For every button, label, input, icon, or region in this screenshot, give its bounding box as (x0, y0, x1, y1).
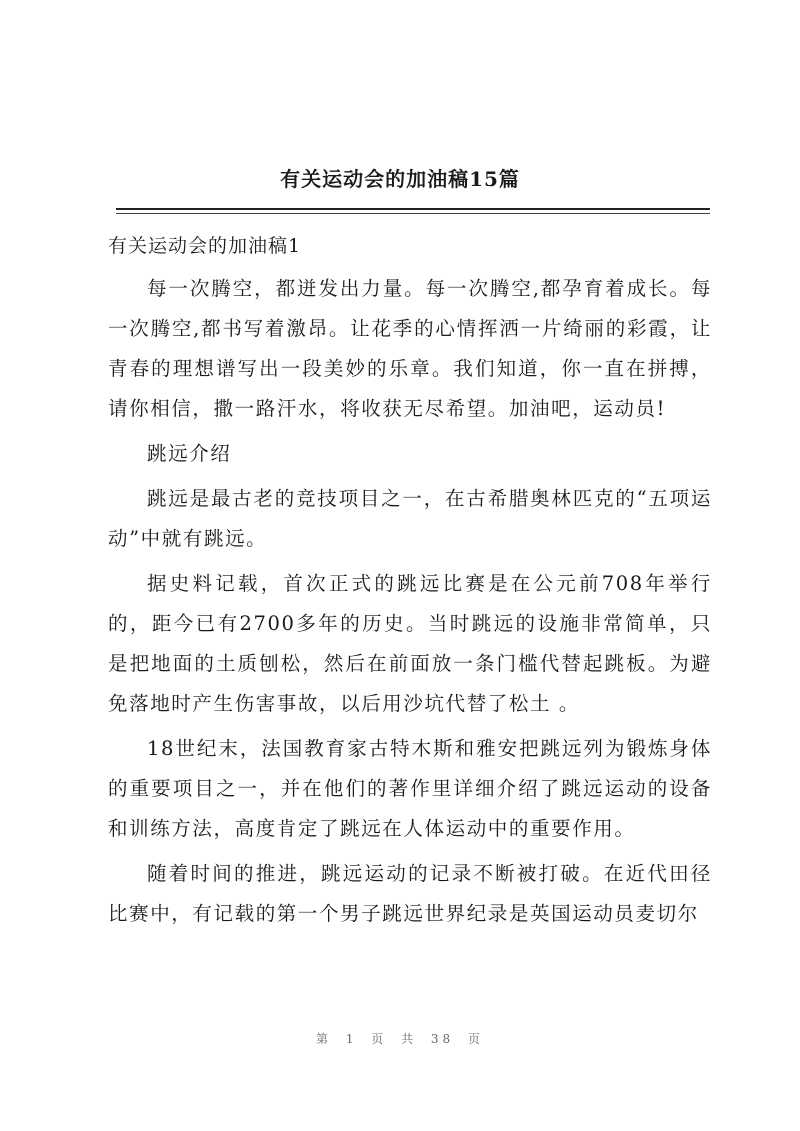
paragraph: 随着时间的推进，跳远运动的记录不断被打破。在近代田径比赛中，有记载的第一个男子跳远世界纪录是英国运动员麦切尔 (108, 862, 712, 925)
title-divider (116, 208, 710, 210)
section-heading: 有关运动会的加油稿1 (108, 235, 302, 257)
paragraph: 18世纪末，法国教育家古特木斯和雅安把跳远列为锻炼身体的重要项目之一，并在他们的著作里详细介绍了跳远运动的设备和训练方法，高度肯定了跳远在人体运动中的重要作用。 (108, 737, 712, 840)
paragraph: 跳远是最古老的竞技项目之一，在古希腊奥林匹克的“五项运动”中就有跳远。 (108, 487, 712, 550)
title-divider-thin (116, 213, 710, 214)
page-number: 第 1 页 共 38 页 (316, 1032, 484, 1046)
document-title: 有关运动会的加油稿15篇 (280, 167, 520, 191)
paragraph: 据史料记载，首次正式的跳远比赛是在公元前708年举行的，距今已有2700多年的历史。当时跳远的设施非常简单，只是把地面的土质刨松，然后在前面放一条门槛代替起跳板。为避免落地时产生伤害事故，以后用沙坑代替了松土 。 (108, 572, 712, 715)
paragraph: 跳远介绍 (147, 442, 232, 465)
document-body (108, 269, 712, 939)
paragraph: 每一次腾空，都迸发出力量。每一次腾空,都孕育着成长。每一次腾空,都书写着激昂。让花季的心情挥洒一片绮丽的彩霞，让青春的理想谱写出一段美妙的乐章。我们知道，你一直在拼搏，请你相信，撒一路汗水，将收获无尽希望。加油吧，运动员! (108, 277, 712, 420)
